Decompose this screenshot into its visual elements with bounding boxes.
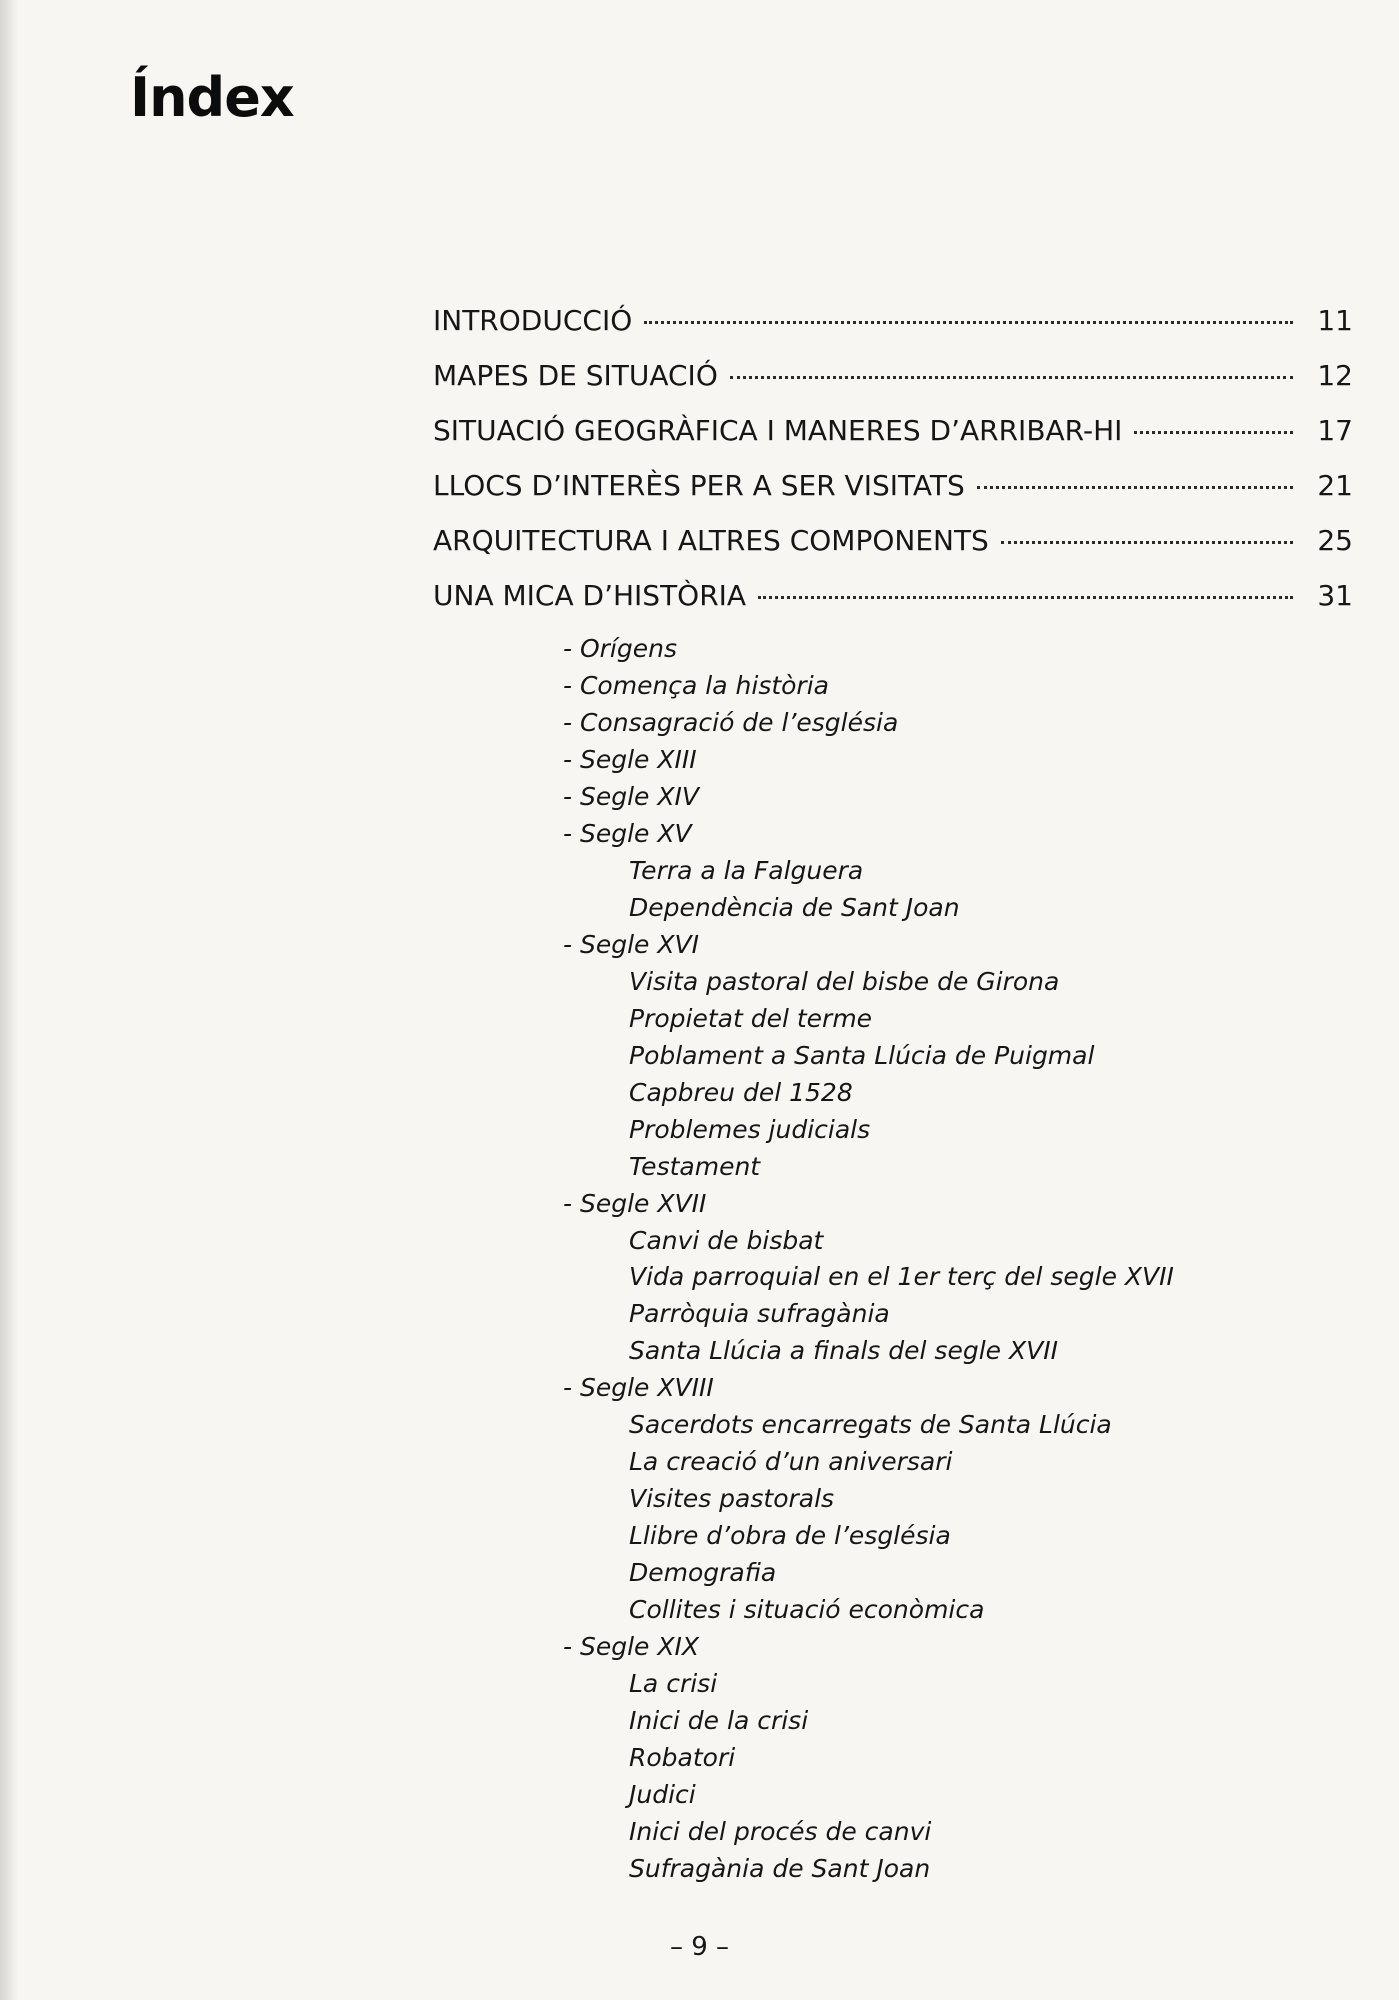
page-edge-shadow — [0, 0, 18, 2000]
toc-subsubsection[interactable]: Sacerdots encarregats de Santa Llúcia — [629, 1410, 1112, 1440]
toc-entry-page: 11 — [1317, 304, 1353, 337]
toc-subsection[interactable]: - Segle XIII — [563, 744, 697, 774]
toc-subsubsection[interactable]: Llibre d’obra de l’església — [629, 1521, 951, 1551]
toc-entry[interactable] — [433, 359, 1353, 414]
toc-dot-leader — [1134, 431, 1293, 434]
toc-subsubsection[interactable]: Judici — [629, 1780, 696, 1810]
toc-entry[interactable] — [433, 469, 1353, 524]
toc-subsection[interactable]: - Orígens — [563, 634, 677, 663]
toc-entry-label: INTRODUCCIÓ — [433, 304, 633, 337]
toc-subsubsection[interactable]: Vida parroquial en el 1er terç del segle XVII — [629, 1262, 1174, 1292]
toc-entry[interactable] — [433, 579, 1353, 634]
toc-entry[interactable] — [433, 304, 1353, 359]
toc-subsection[interactable]: - Segle XVII — [563, 1188, 707, 1218]
toc-subsubsection[interactable]: Poblament a Santa Llúcia de Puigmal — [629, 1040, 1095, 1070]
toc-subsection[interactable]: - Segle XV — [563, 818, 692, 848]
toc-subsection[interactable]: - Segle XVI — [563, 929, 699, 959]
toc-subsection[interactable]: - Segle XIX — [563, 1632, 699, 1662]
toc-subsubsection[interactable]: Terra a la Falguera — [629, 855, 864, 885]
toc-subsection[interactable]: - Segle XIV — [563, 781, 699, 811]
toc-subsubsection[interactable]: Parròquia sufragània — [629, 1299, 890, 1329]
toc-entry-page: 21 — [1317, 469, 1353, 502]
toc-entry-label: MAPES DE SITUACIÓ — [433, 359, 718, 392]
toc-entry[interactable] — [433, 414, 1353, 469]
toc-dot-leader — [644, 321, 1293, 324]
toc-subsubsection[interactable]: Dependència de Sant Joan — [629, 892, 960, 922]
page-title: Índex — [130, 66, 294, 129]
toc-subsection[interactable]: - Consagració de l’església — [563, 707, 899, 737]
toc-entry[interactable] — [433, 524, 1353, 579]
toc-dot-leader — [1001, 541, 1293, 544]
toc-subsubsection[interactable]: Inici del procés de canvi — [629, 1817, 932, 1847]
toc-subsubsection[interactable]: Testament — [629, 1151, 761, 1181]
toc-subsubsection[interactable]: Sufragània de Sant Joan — [629, 1854, 931, 1883]
page-number: – 9 – — [669, 1932, 730, 1962]
toc-subsubsection[interactable]: Visita pastoral del bisbe de Girona — [629, 966, 1060, 996]
toc-entry-page: 31 — [1317, 579, 1353, 612]
toc-subsubsection[interactable]: Capbreu del 1528 — [629, 1077, 853, 1107]
toc-subsubsection[interactable]: La creació d’un aniversari — [629, 1447, 953, 1477]
toc-subsubsection[interactable]: Visites pastorals — [629, 1484, 835, 1514]
toc-subsubsection[interactable]: La crisi — [629, 1669, 718, 1699]
toc-entry-label: SITUACIÓ GEOGRÀFICA I MANERES D’ARRIBAR-HI — [433, 414, 1123, 447]
toc-subsubsection[interactable]: Canvi de bisbat — [629, 1225, 824, 1255]
toc-subsubsection[interactable]: Santa Llúcia a finals del segle XVII — [629, 1336, 1058, 1366]
toc-entry-page: 17 — [1317, 414, 1353, 447]
toc-dot-leader — [758, 596, 1293, 599]
toc-entry-label: UNA MICA D’HISTÒRIA — [433, 579, 747, 612]
toc-subsubsection[interactable]: Collites i situació econòmica — [629, 1595, 985, 1625]
toc-subsubsection[interactable]: Problemes judicials — [629, 1114, 871, 1144]
toc-entry-page: 12 — [1317, 359, 1353, 392]
toc-subsubsection[interactable]: Inici de la crisi — [629, 1706, 809, 1736]
toc-entry-page: 25 — [1317, 524, 1353, 557]
toc-subsubsection[interactable]: Demografia — [629, 1558, 777, 1588]
toc-dot-leader — [730, 376, 1293, 379]
table-of-contents — [433, 304, 1353, 634]
toc-dot-leader — [977, 486, 1293, 489]
toc-subsubsection[interactable]: Robatori — [629, 1743, 736, 1773]
toc-entry-label: LLOCS D’INTERÈS PER A SER VISITATS — [433, 469, 965, 502]
toc-subsection[interactable]: - Comença la història — [563, 670, 829, 700]
toc-entry-label: ARQUITECTURA I ALTRES COMPONENTS — [433, 524, 989, 557]
toc-subsection[interactable]: - Segle XVIII — [563, 1373, 714, 1403]
toc-subsubsection[interactable]: Propietat del terme — [629, 1003, 873, 1033]
